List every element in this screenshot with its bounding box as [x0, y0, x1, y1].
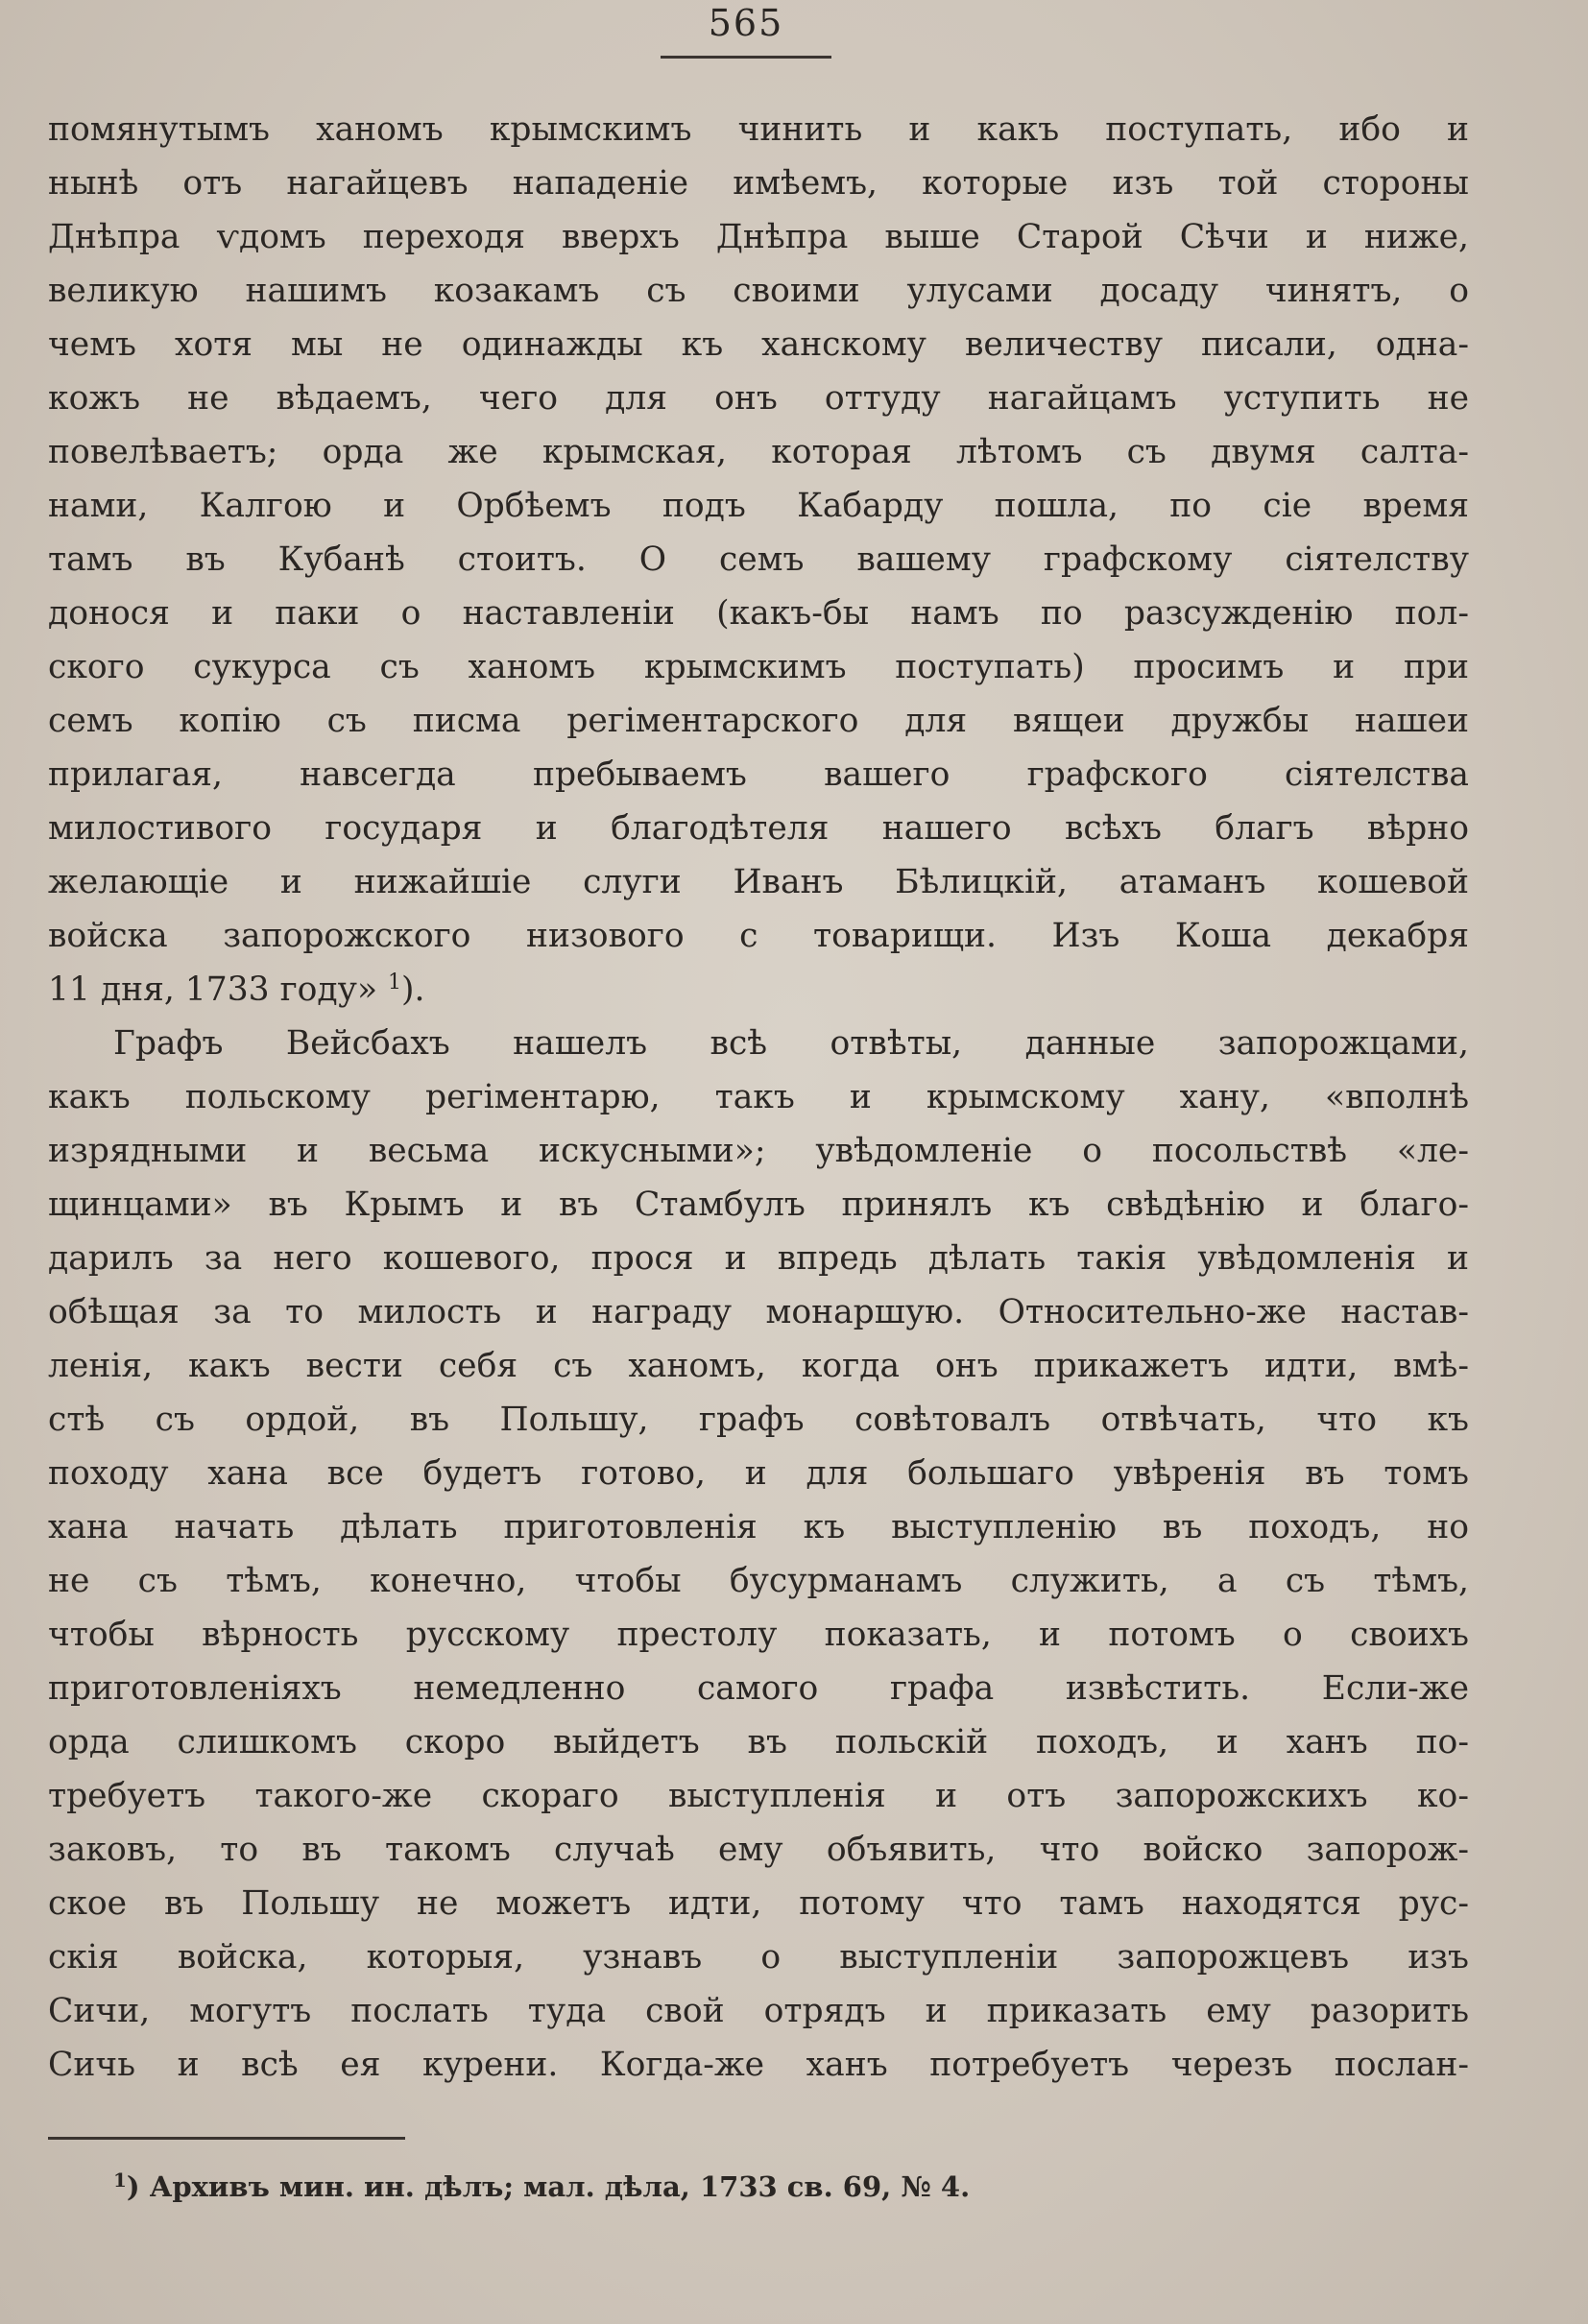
- text-line: дарилъ за него кошевого, прося и впредь дѣлать такія увѣдомленія и: [48, 1239, 1469, 1278]
- text-line: хана начать дѣлать приготовленія къ выступленію въ походъ, но: [48, 1508, 1469, 1546]
- text-line: приготовленіяхъ немедленно самого графа извѣстить. Если-же: [48, 1669, 1469, 1708]
- text-line: донося и паки о наставленіи (какъ-бы намъ по разсужденію пол-: [48, 594, 1469, 633]
- text-line: чемъ хотя мы не одинажды къ ханскому величеству писали, одна-: [48, 325, 1469, 364]
- text-line: Графъ Вейсбахъ нашелъ всѣ отвѣты, данные запорожцами,: [113, 1024, 1469, 1063]
- text-line: скія войска, которыя, узнавъ о выступленіи запорожцевъ изъ: [48, 1938, 1469, 1977]
- footnote-rule: [48, 2137, 405, 2140]
- text-line: не съ тѣмъ, конечно, чтобы бусурманамъ служить, а съ тѣмъ,: [48, 1562, 1469, 1600]
- page-number: 565: [708, 2, 784, 44]
- text-line: заковъ, то въ такомъ случаѣ ему объявить, что войско запорож-: [48, 1831, 1469, 1869]
- text-line: великую нашимъ козакамъ съ своими улусами досаду чинятъ, о: [48, 272, 1469, 310]
- text-line: помянутымъ ханомъ крымскимъ чинить и какъ поступать, ибо и: [48, 110, 1469, 149]
- paragraph-1: [48, 103, 1469, 1017]
- text-line: требуетъ такого-же скораго выступленія и отъ запорожскихъ ко-: [48, 1777, 1469, 1815]
- paragraph-2: [48, 1017, 1469, 2092]
- footnote-text: ) Архивъ мин. ин. дѣлъ; мал. дѣла, 1733 св. 69, № 4.: [126, 2170, 971, 2203]
- text-line: милостивого государя и благодѣтеля нашего всѣхъ благъ вѣрно: [48, 809, 1469, 848]
- text-line: прилагая, навсегда пребываемъ вашего графского сіятелства: [48, 755, 1469, 794]
- date-text: 11 дня, 1733 году»: [48, 970, 378, 1009]
- text-line: тамъ въ Кубанѣ стоитъ. О семъ вашему графскому сіятелству: [48, 540, 1469, 579]
- text-line: желающіе и нижайшіе слуги Иванъ Бѣлицкій, атаманъ кошевой: [48, 863, 1469, 901]
- text-line: войска запорожского низового с товарищи. Изъ Коша декабря: [48, 917, 1469, 955]
- footnote-ref[interactable]: 1: [388, 970, 402, 994]
- text-line: орда слишкомъ скоро выйдетъ въ польскій походъ, и ханъ по-: [48, 1723, 1469, 1761]
- text-line-last: [48, 963, 1469, 1017]
- text-line: чтобы вѣрность русскому престолу показать, и потомъ о своихъ: [48, 1616, 1469, 1654]
- text-line: какъ польскому регіментарю, такъ и крымскому хану, «вполнѣ: [48, 1078, 1469, 1116]
- text-line: Днѣпра ѵдомъ переходя вверхъ Днѣпра выше Старой Сѣчи и ниже,: [48, 218, 1469, 256]
- text-line: ленія, какъ вести себя съ ханомъ, когда онъ прикажетъ идти, вмѣ-: [48, 1347, 1469, 1385]
- text-line: ское въ Польшу не можетъ идти, потому что тамъ находятся рус-: [48, 1884, 1469, 1923]
- text-line: стѣ съ ордой, въ Польшу, графъ совѣтовалъ отвѣчать, что къ: [48, 1401, 1469, 1439]
- text-line: повелѣваетъ; орда же крымская, которая лѣтомъ съ двумя салта-: [48, 433, 1469, 471]
- body-text: [48, 103, 1469, 2092]
- closing-punctuation: ).: [401, 970, 425, 1009]
- text-line: изрядными и весьма искусными»; увѣдомленіе о посольствѣ «ле-: [48, 1132, 1469, 1170]
- text-line: обѣщая за то милость и награду монаршую. Относительно-же настав-: [48, 1293, 1469, 1331]
- footnote-marker: 1: [113, 2168, 127, 2192]
- text-line: ского сукурса съ ханомъ крымскимъ поступать) просимъ и при: [48, 648, 1469, 686]
- text-line: нынѣ отъ нагайцевъ нападеніе имѣемъ, которые изъ той стороны: [48, 164, 1469, 203]
- footnote: [113, 2164, 1361, 2210]
- text-line: походу хана все будетъ готово, и для большаго увѣренія въ томъ: [48, 1454, 1469, 1493]
- text-line: щинцами» въ Крымъ и въ Стамбулъ принялъ къ свѣдѣнію и благо-: [48, 1186, 1469, 1224]
- text-line: Сичь и всѣ ея курени. Когда-же ханъ потребуетъ черезъ послан-: [48, 2046, 1469, 2084]
- text-line: Сичи, могутъ послать туда свой отрядъ и приказать ему разорить: [48, 1992, 1469, 2030]
- text-line: нами, Калгою и Орбѣемъ подъ Кабарду пошла, по сіе время: [48, 487, 1469, 525]
- text-line: кожъ не вѣдаемъ, чего для онъ оттуду нагайцамъ уступить не: [48, 379, 1469, 418]
- text-line: семъ копію съ писма регіментарского для вящеи дружбы нашеи: [48, 702, 1469, 740]
- page-number-rule: [661, 56, 831, 59]
